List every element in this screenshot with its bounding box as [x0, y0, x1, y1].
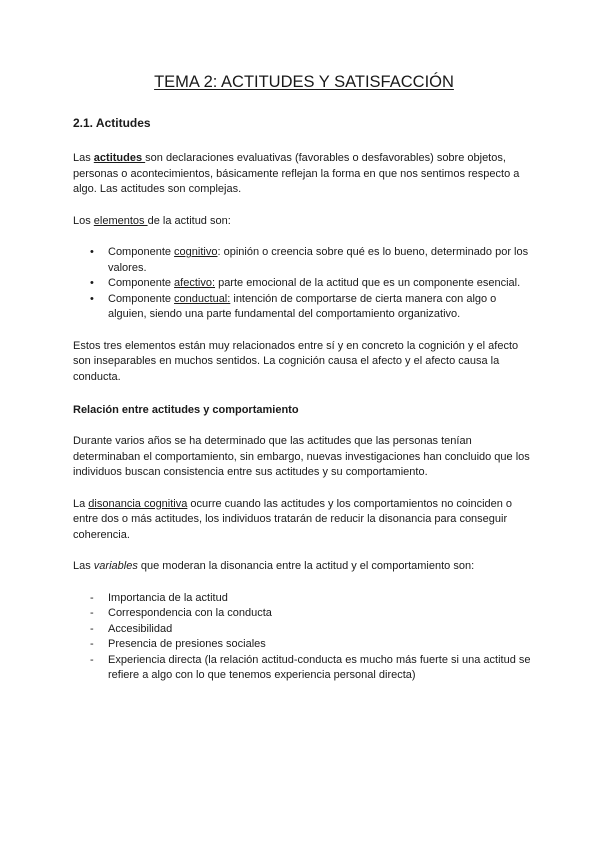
- text-span: Componente: [108, 277, 175, 289]
- text-span: Componente: [108, 292, 175, 305]
- list-item: - Correspondencia con la conducta: [73, 606, 535, 622]
- text-span: de la actitud son:: [147, 214, 231, 227]
- term-variables: variables: [93, 560, 138, 572]
- list-item-afectivo: [73, 276, 535, 292]
- components-list: [73, 245, 535, 323]
- list-item: - Presencia de presiones sociales: [73, 637, 535, 653]
- paragraph-elementos: [73, 214, 535, 230]
- subheading-relacion: Relación entre actitudes y comportamiento: [73, 404, 299, 416]
- text-span: Los: [73, 214, 94, 227]
- text-span: Las: [73, 152, 94, 164]
- term-actitudes: actitudes: [93, 152, 146, 164]
- list-item-cognitivo: [73, 245, 535, 276]
- text-span: que moderan la disonancia entre la actitud y el comportamiento son:: [137, 560, 475, 572]
- variables-list: [73, 591, 535, 684]
- page-title: TEMA 2: ACTITUDES Y SATISFACCIÓN: [154, 73, 454, 91]
- text-span: Las: [73, 560, 94, 572]
- term-disonancia-cognitiva: disonancia cognitiva: [88, 497, 188, 510]
- paragraph-relacion-elementos: Estos tres elementos están muy relacionados entre sí y en concreto la cognición y el afecto son inseparables en muchos sentidos. La cognición causa el afecto y el afecto causa la conducta.: [73, 339, 519, 383]
- text-span: Componente: [108, 246, 175, 258]
- list-item: - Importancia de la actitud: [73, 591, 535, 607]
- paragraph-variables: [73, 559, 535, 575]
- paragraph-actitudes-definition: [73, 151, 535, 198]
- paragraph-disonancia: [73, 497, 535, 544]
- text-span: ocurre cuando las actitudes y los comportamientos no coinciden o entre dos o más actitudes, los individuos tratarán de reducir la disonancia para conseguir coherencia.: [73, 497, 513, 541]
- text-span: parte emocional de la actitud que es un componente esencial.: [215, 277, 521, 289]
- term-afectivo: afectivo:: [174, 277, 216, 289]
- term-elementos: elementos: [93, 214, 148, 227]
- list-item-conductual: [73, 292, 535, 323]
- list-item: - Experiencia directa (la relación actitud-conducta es mucho más fuerte si una actitud se refiere a algo con lo que tenemos experiencia personal directa): [73, 653, 535, 684]
- list-item: - Accesibilidad: [73, 622, 535, 638]
- term-conductual: conductual:: [174, 292, 231, 305]
- document-body: [73, 72, 535, 684]
- section-heading: 2.1. Actitudes: [73, 116, 151, 130]
- text-span: : opinión o creencia sobre qué es lo bueno, determinado por los valores.: [108, 246, 529, 274]
- text-span: intención de comportarse de cierta manera con algo o alguien, siendo una parte fundamental del comportamiento organizativo.: [108, 292, 497, 320]
- paragraph-investigaciones: Durante varios años se ha determinado que las actitudes que las personas tenían determinaban el comportamiento, sin embargo, nuevas investigaciones han concluido que los individuos buscan consistencia entre sus actitudes y su comportamiento.: [73, 435, 530, 478]
- text-span: La: [73, 497, 89, 510]
- term-cognitivo: cognitivo: [174, 246, 218, 258]
- text-span: son declaraciones evaluativas (favorables o desfavorables) sobre objetos, personas o acontecimientos, básicamente reflejan la forma en que nos sentimos respecto a algo. Las actitudes son complejas.: [73, 152, 520, 195]
